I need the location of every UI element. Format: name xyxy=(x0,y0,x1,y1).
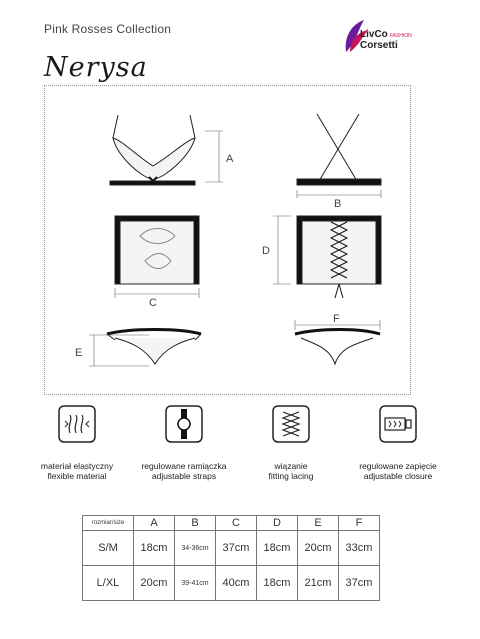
feature-label-pl: materiał elastyczny xyxy=(40,461,114,471)
dimension-c xyxy=(115,288,199,298)
adjustable-straps-icon xyxy=(165,405,203,443)
feature-label-en: adjustable closure xyxy=(363,471,433,481)
thong-back-drawing xyxy=(295,330,380,365)
value-cell: 34-36cm xyxy=(175,531,216,566)
product-name: Nerysa xyxy=(44,52,148,83)
feature-flexible-material xyxy=(27,405,127,481)
value-cell: 18cm xyxy=(257,531,298,566)
dimension-label-b: B xyxy=(334,198,342,210)
dimension-label-f: F xyxy=(333,313,340,325)
dimension-a xyxy=(205,131,223,182)
value-cell: 20cm xyxy=(298,531,339,566)
value-cell: 39-41cm xyxy=(175,566,216,601)
feature-label-pl: wiązanie xyxy=(274,461,308,471)
dimension-b xyxy=(297,190,381,198)
size-cell: S/M xyxy=(83,531,134,566)
dimension-d xyxy=(273,216,291,284)
collection-title: Pink Rosses Collection xyxy=(44,22,172,36)
value-cell: 37cm xyxy=(339,566,380,601)
value-cell: 18cm xyxy=(134,531,175,566)
belt-back-drawing xyxy=(297,216,381,298)
lacing-icon xyxy=(272,405,310,443)
value-cell: 40cm xyxy=(216,566,257,601)
belt-front-drawing xyxy=(115,216,199,284)
column-header: D xyxy=(257,516,298,531)
feature-fitting-lacing xyxy=(241,405,341,481)
value-cell: 18cm xyxy=(257,566,298,601)
size-table-corner: rozmiar/size xyxy=(83,516,134,531)
elastic-material-icon xyxy=(58,405,96,443)
feature-label-en: adjustable straps xyxy=(151,471,217,481)
table-row xyxy=(83,566,380,601)
brand-logo xyxy=(340,16,440,56)
column-header: F xyxy=(339,516,380,531)
column-header: E xyxy=(298,516,339,531)
product-diagram xyxy=(44,85,411,395)
dimension-label-e: E xyxy=(75,347,83,359)
size-table-header xyxy=(83,516,380,531)
thong-front-drawing xyxy=(107,330,201,365)
table-row xyxy=(83,531,380,566)
value-cell: 20cm xyxy=(134,566,175,601)
dimension-label-c: C xyxy=(149,297,157,309)
column-header: A xyxy=(134,516,175,531)
feature-adjustable-straps xyxy=(134,405,234,481)
closure-icon xyxy=(379,405,417,443)
column-header: B xyxy=(175,516,216,531)
feature-label-pl: regulowane ramiączka xyxy=(141,461,227,471)
dimension-label-a: A xyxy=(226,153,234,165)
size-table xyxy=(82,515,380,601)
logo-wordmark: LivCo FASHION Corsetti xyxy=(360,29,412,51)
value-cell: 37cm xyxy=(216,531,257,566)
column-header: C xyxy=(216,516,257,531)
dimension-label-d: D xyxy=(262,245,270,257)
value-cell: 21cm xyxy=(298,566,339,601)
feature-label-en: flexible material xyxy=(47,471,107,481)
feature-adjustable-closure xyxy=(348,405,448,481)
bra-front-drawing xyxy=(110,115,195,185)
bra-back-drawing xyxy=(297,114,381,185)
size-cell: L/XL xyxy=(83,566,134,601)
feature-label-en: fitting lacing xyxy=(268,471,314,481)
value-cell: 33cm xyxy=(339,531,380,566)
feature-label-pl: regulowane zapięcie xyxy=(359,461,437,471)
